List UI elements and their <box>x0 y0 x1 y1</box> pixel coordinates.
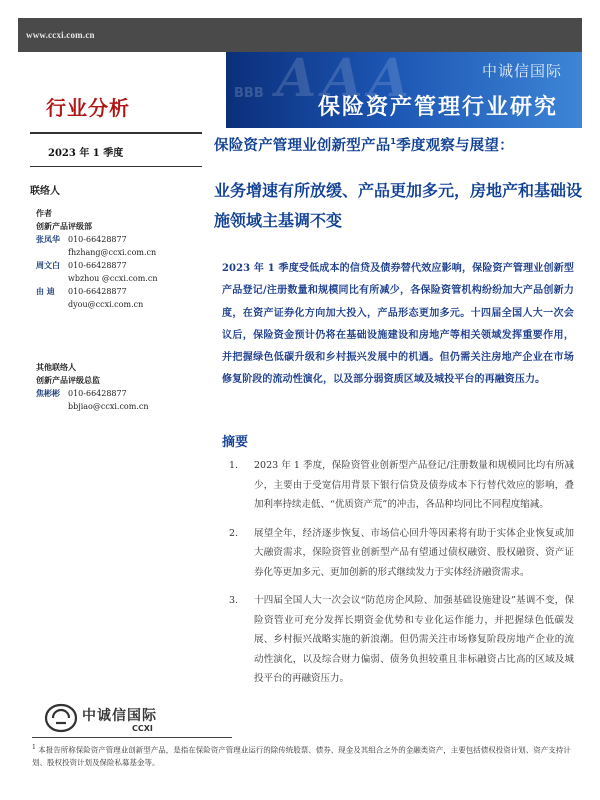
abstract-list <box>226 456 574 698</box>
logo-mark-icon <box>44 703 78 733</box>
list-number: 1. <box>229 460 239 471</box>
contact-row <box>30 400 210 413</box>
footnote <box>32 742 582 769</box>
other-contacts-dept: 创新产品评级总监 <box>36 375 100 385</box>
contact-name: 由 迪 <box>36 286 55 296</box>
sidebar-divider-top <box>30 132 202 134</box>
sidebar-divider-bottom <box>30 166 202 167</box>
contact-email[interactable]: wbzhou @ccxi.com.cn <box>68 274 158 283</box>
section-label: 行业分析 <box>46 96 130 120</box>
list-item <box>226 456 574 515</box>
contact-phone: 010-66428877 <box>68 287 127 296</box>
footnote-divider <box>32 737 232 738</box>
footnote-marker[interactable]: 1 <box>390 137 397 147</box>
main-title <box>214 134 584 155</box>
list-number: 3. <box>229 595 239 606</box>
main-title-tail: 季度观察与展望： <box>396 138 514 154</box>
main-title-text: 保险资产管理业创新型产品 <box>214 138 391 154</box>
author-dept: 创新产品评级部 <box>36 221 92 231</box>
list-item <box>226 524 574 583</box>
list-text: 十四届全国人大一次会议“防范房企风险、加强基础设施建设”基调不变，保险资管业可充分发挥长期资金优势和专业化运作能力，并把握绿色低碳发展、乡村振兴战略实施的新浪潮。但仍需关注市场修复阶段房地产企业的流动性演化，以及综合财力偏弱、债务负担较重且非标融资占比高的区域及城投平台的再融资压力。 <box>254 595 574 684</box>
summary-paragraph: 2023 年 1 季度受低成本的信贷及债券替代效应影响，保险资产管理业创新型产品登记/注册数量和规模同比有所减少，各保险资管机构纷纷加大产品创新力度，在资产证券化方向加大投入，产品形态更加多元。十四届全国人大一次会议后，保险资金预计仍将在基础设施建设和房地产等相关领域发挥重要作用，并把握绿色低碳升级和乡村振兴发展中的机遇。但仍需关注房地产企业在市场修复阶段的流动性演化，以及部分弱资质区域及城投平台的再融资压力。 <box>222 263 574 386</box>
contact-phone: 010-66428877 <box>68 235 127 244</box>
contact-row <box>30 272 210 285</box>
report-title: 保险资产管理行业研究 <box>317 95 558 120</box>
contact-email[interactable]: bbjiao@ccxi.com.cn <box>68 402 149 411</box>
contact-row <box>30 285 210 298</box>
header-banner <box>226 52 582 128</box>
contact-name: 周文白 <box>36 260 60 270</box>
contact-email[interactable]: fhzhang@ccxi.com.cn <box>68 248 157 257</box>
list-item <box>226 591 574 689</box>
top-bar <box>18 18 582 52</box>
list-number: 2. <box>229 527 239 539</box>
list-text: 2023 年 1 季度，保险资管业创新型产品登记/注册数量和规模同比均有所减少，主要由于受宽信用背景下银行信贷及债券成本下行替代效应的影响，叠加利率持续走低、“优质资产荒”的冲击，各品种均同比不同程度缩减。 <box>254 460 574 510</box>
contact-phone: 010-66428877 <box>68 389 127 398</box>
subtitle: 业务增速有所放缓、产品更加多元，房地产和基础设施领域主基调不变 <box>214 181 583 230</box>
company-logo <box>44 700 164 736</box>
contact-row <box>30 387 210 400</box>
contacts-panel <box>30 182 210 413</box>
other-contacts-label: 其他联络人 <box>36 362 76 372</box>
contact-row <box>30 298 210 311</box>
banner-watermark: AAA <box>276 52 416 109</box>
contact-name: 张凤华 <box>36 234 60 244</box>
contact-email[interactable]: dyou@ccxi.com.cn <box>68 300 144 309</box>
site-url[interactable]: www.ccxi.com.cn <box>26 30 95 40</box>
footnote-number: 1 <box>32 744 36 751</box>
report-quarter: 2023 年 1 季度 <box>48 148 124 159</box>
list-text: 展望全年，经济逐步恢复、市场信心回升等因素将有助于实体企业恢复或加大融资需求，保险资管业创新型产品有望通过债权融资、股权融资、资产证券化等更加多元、更加创新的形式继续发力于实体经济融资需求。 <box>254 527 574 578</box>
banner-watermark-small: BBB <box>234 86 264 101</box>
author-label: 作者 <box>36 208 52 218</box>
brand-name: 中诚信国际 <box>481 62 562 80</box>
contact-phone: 010-66428877 <box>68 261 127 270</box>
logo-subtext: CCXI <box>132 724 153 733</box>
contact-row <box>30 246 210 259</box>
contact-name: 焦彬彬 <box>36 388 60 398</box>
contact-row <box>30 259 210 272</box>
footnote-text: 本报告所称保险资产管理业创新型产品，是指在保险资产管理业运行的除传统股票、债券、现金及其组合之外的金融类资产，主要包括债权投资计划、资产支持计划、股权投资计划及保险私募基金等。 <box>32 745 571 767</box>
contacts-heading: 联络人 <box>30 186 60 197</box>
contact-row <box>30 233 210 246</box>
logo-text: 中诚信国际 <box>82 708 157 724</box>
abstract-heading: 摘要 <box>222 435 249 450</box>
